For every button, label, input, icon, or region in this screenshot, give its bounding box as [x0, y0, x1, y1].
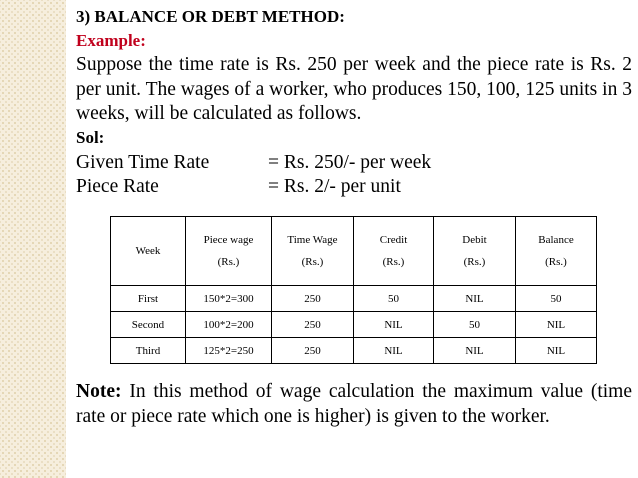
table-cell: NIL: [434, 338, 516, 364]
given-time-rate-row: [76, 152, 431, 174]
given-label: Given Time Rate: [76, 152, 210, 173]
given-label: Piece Rate: [76, 176, 159, 197]
table-cell: Second: [111, 312, 186, 338]
header-week: Week: [111, 217, 186, 286]
problem-paragraph: Suppose the time rate is Rs. 250 per week and the piece rate is Rs. 2 per unit. The wages of a worker, who produces 150, 100, 125 units in 3 weeks, will be calculated as follows.: [76, 54, 632, 124]
note-text: In this method of wage calculation the maximum value (time rate or piece rate which one is higher) is given to the worker.: [76, 381, 632, 427]
table-cell: NIL: [516, 338, 597, 364]
table-row: [111, 286, 597, 312]
header-credit: Credit (Rs.): [354, 217, 434, 286]
given-value: = Rs. 2/- per unit: [268, 176, 401, 197]
header-debit: Debit (Rs.): [434, 217, 516, 286]
table-cell: 125*2=250: [186, 338, 272, 364]
given-value: = Rs. 250/- per week: [268, 152, 432, 173]
table-cell: NIL: [516, 312, 597, 338]
piece-rate-row: [76, 176, 401, 198]
wage-calculation-table: [110, 216, 597, 364]
table-cell: 50: [516, 286, 597, 312]
table-cell: Third: [111, 338, 186, 364]
example-label: Example:: [76, 31, 146, 50]
note-label: Note:: [76, 381, 122, 402]
table-row: [111, 312, 597, 338]
table-cell: 100*2=200: [186, 312, 272, 338]
table-row: [111, 338, 597, 364]
table-header-row: [111, 217, 597, 286]
table-cell: NIL: [354, 312, 434, 338]
table-cell: First: [111, 286, 186, 312]
table-cell: 50: [354, 286, 434, 312]
table-cell: 250: [272, 312, 354, 338]
table-cell: NIL: [434, 286, 516, 312]
header-balance: Balance (Rs.): [516, 217, 597, 286]
method-heading: 3) BALANCE OR DEBT METHOD:: [76, 7, 345, 26]
table-cell: NIL: [354, 338, 434, 364]
note-paragraph: [76, 380, 632, 429]
header-piece-wage: Piece wage (Rs.): [186, 217, 272, 286]
table-cell: 250: [272, 338, 354, 364]
table-cell: 50: [434, 312, 516, 338]
table-cell: 150*2=300: [186, 286, 272, 312]
decorative-side-pattern: [0, 0, 66, 478]
header-time-wage: Time Wage (Rs.): [272, 217, 354, 286]
solution-label: Sol:: [76, 128, 105, 147]
table-cell: 250: [272, 286, 354, 312]
